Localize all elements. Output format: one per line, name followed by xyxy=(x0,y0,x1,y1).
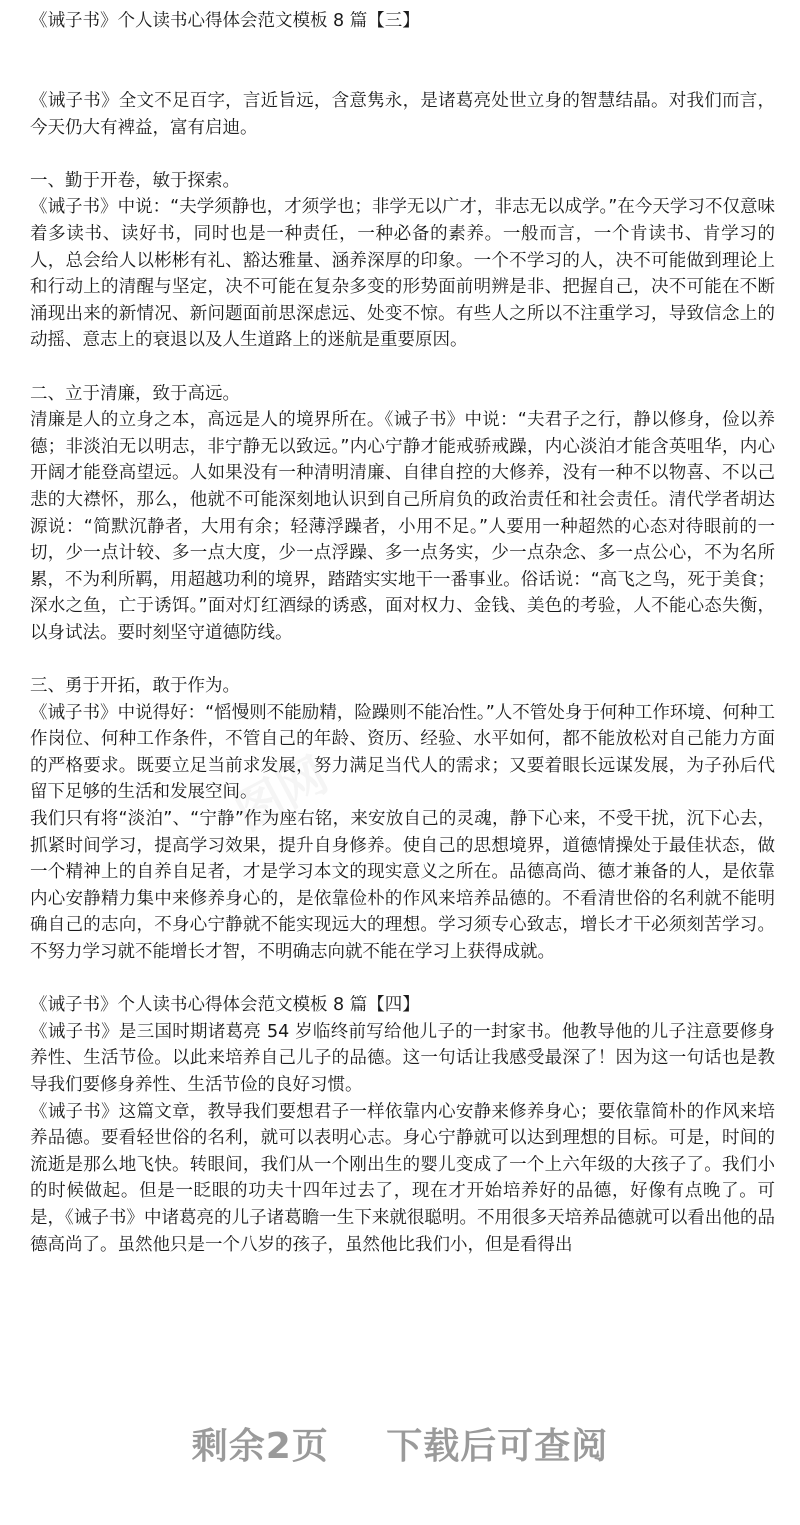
paragraph: 《诫子书》中说得好：“慆慢则不能励精，险躁则不能冶性。”人不管处身于何种工作环境、何种工作岗位、何种工作条件，不管自己的年龄、资历、经验、水平如何，都不能放松对自己能力方面的严格要求。既要立足当前求发展，努力满足当代人的需求；又要着眼长远谋发展，为子孙后代留下足够的生活和发展空间。 xyxy=(30,702,775,803)
watermark: 图网 xyxy=(225,746,337,842)
paragraph: 清廉是人的立身之本，高远是人的境界所在。《诫子书》中说：“夫君子之行，静以修身，俭以养德；非淡泊无以明志，非宁静无以致远。”内心宁静才能戒骄戒躁，内心淡泊才能含英咀华，内心开阔才能登高望远。人如果没有一种清明清廉、自律自控的大修养，没有一种不以物喜、不以己悲的大襟怀，那么，他就不可能深刻地认识到自己所肩负的政治责任和社会责任。清代学者胡达源说：“简默沉静者，大用有余；轻薄浮躁者，小用不足。”人要用一种超然的心态对待眼前的一切，少一点计较、多一点大度，少一点浮躁、多一点务实，少一点杂念、多一点公心，不为名所累，不为利所羁，用超越功利的境界，踏踏实实地干一番事业。俗话说：“高飞之鸟，死于美食；深水之鱼，亡于诱饵。”面对灯红酒绿的诱惑，面对权力、金钱、美色的考验，人不能心态失衡，以身试法。要时刻坚守道德防线。 xyxy=(30,410,775,643)
document-title: 《诫子书》个人读书心得体会范文模板 8 篇【三】 xyxy=(30,11,420,31)
paragraph: 《诫子书》全文不足百字，言近旨远，含意隽永，是诸葛亮处世立身的智慧结晶。对我们而言，今天仍大有裨益，富有启迪。 xyxy=(30,91,775,138)
section-title: 《诫子书》个人读书心得体会范文模板 8 篇【四】 xyxy=(30,995,420,1016)
remaining-pages-label: 剩余2页 xyxy=(191,1426,329,1467)
section-heading: 二、立于清廉，致于高远。 xyxy=(30,383,240,404)
section-heading: 一、勤于开卷，敏于探索。 xyxy=(30,170,240,191)
paragraph: 《诫子书》是三国时期诸葛亮 54 岁临终前写给他儿子的一封家书。他教导他的儿子注意要修身养性、生活节俭。以此来培养自己儿子的品德。这一句话让我感受最深了！因为这一句话也是教导我们要修身养性、生活节俭的良好习惯。 xyxy=(30,1021,775,1095)
document-body xyxy=(30,88,775,1258)
paragraph: 我们只有将“淡泊”、“宁静”作为座右铭，来安放自己的灵魂，静下心来，不受干扰，沉下心去，抓紧时间学习，提高学习效果，提升自身修养。使自己的思想境界，道德情操处于最佳状态，做一个精神上的自养自足者，才是学习本文的现实意义之所在。品德高尚、德才兼备的人，是依靠内心安静精力集中来修养身心的，是依靠俭朴的作风来培养品德的。不看清世俗的名利就不能明确自己的志向，不身心宁静就不能实现远大的理想。学习须专心致志，增长才干必须刻苦学习。不努力学习就不能增长才智，不明确志向就不能在学习上获得成就。 xyxy=(30,809,775,962)
paragraph: 《诫子书》中说：“夫学须静也，才须学也；非学无以广才，非志无以成学。”在今天学习不仅意味着多读书、读好书，同时也是一种责任，一种必备的素养。一般而言，一个肯读书、肯学习的人，总会给人以彬彬有礼、豁达雅量、涵养深厚的印象。一个不学习的人，决不可能做到理论上和行动上的清醒与坚定，决不可能在复杂多变的形势面前明辨是非、把握自己，决不可能在不断涌现出来的新情况、新问题面前思深虑远、处变不惊。有些人之所以不注重学习，导致信念上的动摇、意志上的衰退以及人生道路上的迷航是重要原因。 xyxy=(30,197,775,351)
paragraph: 《诫子书》这篇文章，教导我们要想君子一样依靠内心安静来修养身心；要依靠简朴的作风来培养品德。要看轻世俗的名利，就可以表明心志。身心宁静就可以达到理想的目标。可是，时间的流逝是那么地飞快。转眼间，我们从一个刚出生的婴儿变成了一个上六年级的大孩子了。我们小的时候做起。但是一眨眼的功夫十四年过去了，现在才开始培养好的品德，好像有点晚了。可是，《诫子书》中诸葛亮的儿子诸葛瞻一生下来就很聪明。不用很多天培养品德就可以看出他的品德高尚了。虽然他只是一个八岁的孩子，虽然他比我们小，但是看得出 xyxy=(30,1101,775,1255)
paragraph-gap xyxy=(30,141,775,168)
paragraph-gap xyxy=(30,966,775,993)
download-to-view-label: 下载后可查阅 xyxy=(386,1426,609,1467)
paragraph-gap xyxy=(30,646,775,673)
download-prompt[interactable] xyxy=(0,1418,800,1469)
section-heading: 三、勇于开拓，敢于作为。 xyxy=(30,676,240,697)
paragraph-gap xyxy=(30,354,775,381)
